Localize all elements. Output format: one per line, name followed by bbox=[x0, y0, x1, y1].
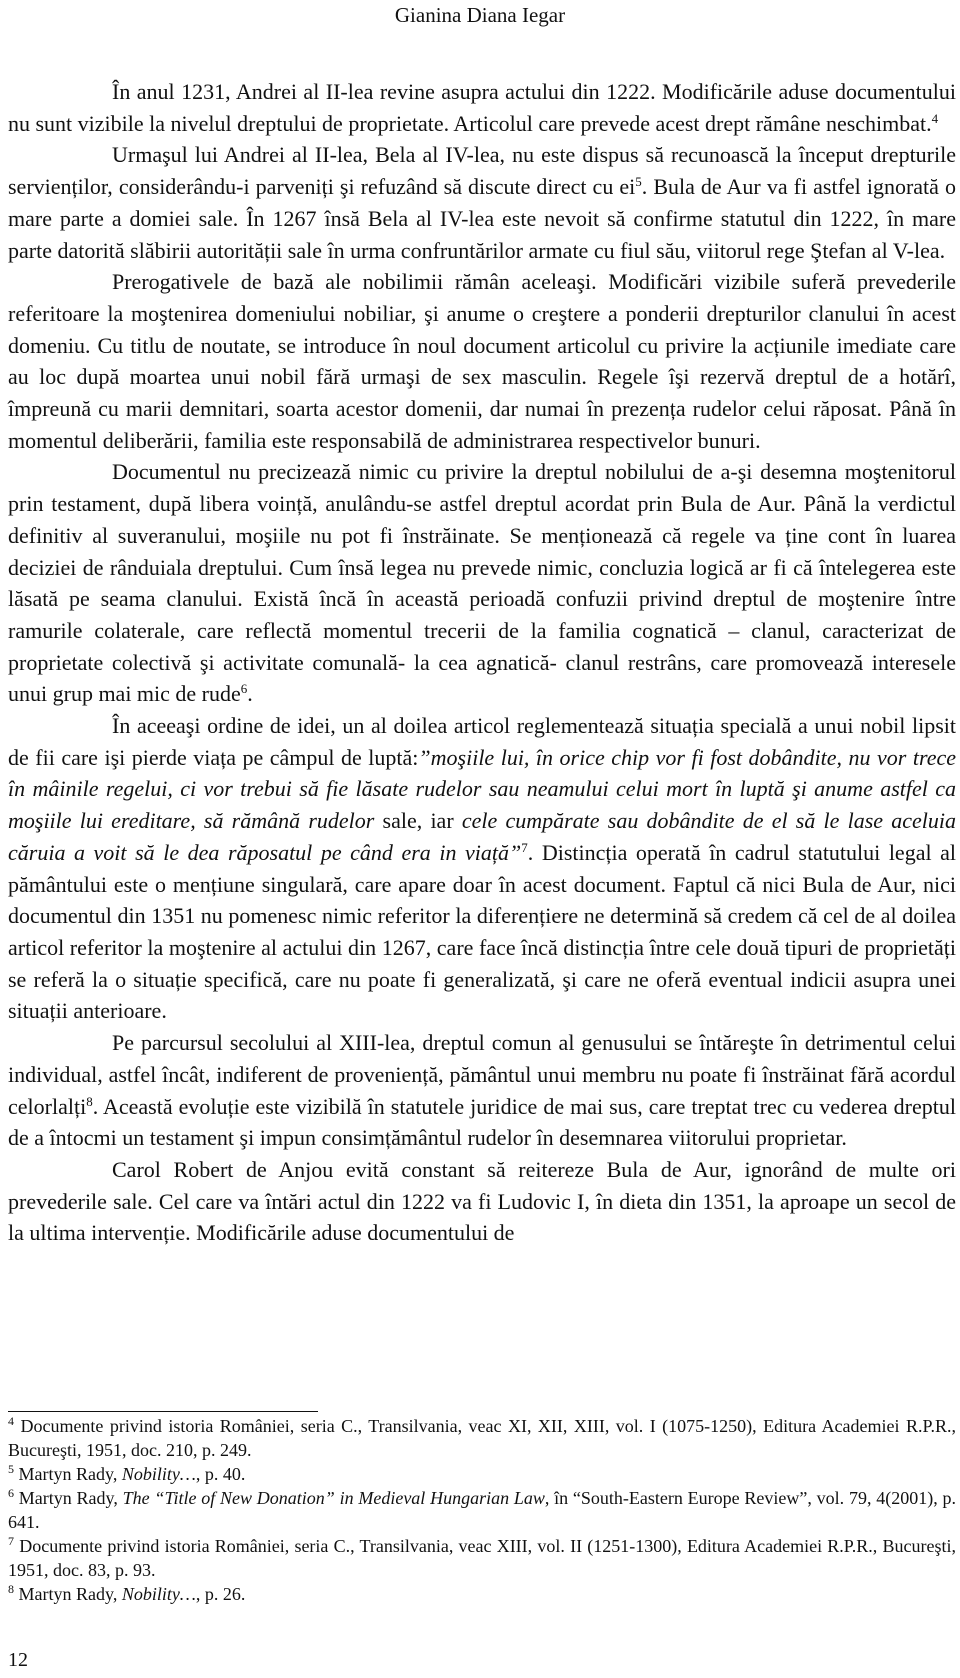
footnote-separator bbox=[8, 1411, 318, 1412]
footnotes bbox=[8, 1414, 956, 1606]
paragraph-text: sale, iar bbox=[382, 808, 454, 834]
footnote-text: Martyn Rady, bbox=[18, 1464, 122, 1484]
paragraph-text: În aceeaşi ordine de idei, un al doilea articol reglementează situația specială a unui nobil lipsit de fii care işi pierde viața pe câmpul de luptă: bbox=[8, 713, 956, 770]
paragraph-7 bbox=[8, 1154, 956, 1249]
quotation: ”moşiile lui, în orice chip vor fi fost dobândite, nu vor trece în mâinile regelui, ci vor trebui să fie lăsate rudelor sau neamului celui mort în luptă şi anume astfel ca moşiile lui ereditare, să rămână rudelor bbox=[8, 744, 956, 834]
footnote-7 bbox=[8, 1534, 956, 1582]
footnote-title: Nobility… bbox=[121, 1464, 196, 1484]
paragraph-text: Urmaşul lui Andrei al II-lea, Bela al IV-lea, nu este dispus să recunoască la început drepturile servienților, considerându-i parveniți şi refuzând să discute direct cu ei bbox=[8, 142, 956, 200]
footnote-number: 4 bbox=[8, 1414, 14, 1428]
footnote-ref-8: 8 bbox=[86, 1093, 93, 1109]
footnote-number: 8 bbox=[8, 1582, 14, 1596]
footnote-number: 6 bbox=[8, 1486, 14, 1500]
paragraph-text: Documentul nu precizează nimic cu privire la dreptul nobilului de a-şi desemna moştenitorul prin testament, după libera voință, anulându-se astfel dreptul acordat prin Bula de Aur. Până la verdictul definitiv al suveranului, moşiile nu pot fi înstrăinate. Se menționează că regele va ține cont în luarea deciziei de rânduiala dreptului. Cum însă legea nu prevede nimic, concluzia logică ar fi că întelegerea este lăsată pe seama clanului. Există încă în această perioadă confuzii privind dreptul de moştenire între ramurile colaterale, care reflectă momentul trecerii de la familia cognatică – clanul, caracterizat de proprietate colectivă şi activitate comunală- la cea agnatică- clanul restrâns, care promovează interesele unui grup mai mic de rude bbox=[8, 459, 956, 707]
footnote-text: Martyn Rady, bbox=[18, 1584, 122, 1604]
footnote-text: , p. 26. bbox=[195, 1584, 246, 1604]
paragraph-text: . Această evoluție este vizibilă în statutele juridice de mai sus, care treptat trec cu vederea dreptul de a întocmi un testament şi impun consimțământul rudelor în desemnarea viitorului proprietar. bbox=[8, 1093, 956, 1151]
paragraph-text: . bbox=[247, 681, 253, 707]
footnote-text: , în “South-Eastern Europe Review”, vol. 79, 4(2001), p. 641. bbox=[8, 1488, 956, 1532]
footnote-ref-4: 4 bbox=[931, 110, 939, 126]
paragraph-text: . Distincția operată în cadrul statutului legal al pământului este o mențiune singulară, care apare doar în acest document. Faptul că nici Bula de Aur, nici documentul din 1351 nu pomenesc nimic referitor la diferențiere ne determină să credem că cel de al doilea articol referitor la moştenire al actului din 1267, care face încă distincția între cele două tipuri de proprietăți se referă la o situație specifică, care nu poate fi generalizată, şi care ne oferă eventual indicii asupra unei situații anterioare. bbox=[8, 839, 957, 1024]
footnote-4 bbox=[8, 1414, 956, 1462]
page-number: 12 bbox=[8, 1649, 28, 1671]
footnote-8 bbox=[8, 1582, 956, 1606]
footnote-ref-5: 5 bbox=[635, 174, 642, 190]
footnote-6 bbox=[8, 1486, 956, 1534]
paragraph-4 bbox=[8, 456, 956, 710]
footnote-ref-7: 7 bbox=[521, 839, 528, 855]
footnote-title: The “Title of New Donation” in Medieval Hungarian Law bbox=[122, 1488, 545, 1508]
footnote-number: 5 bbox=[8, 1462, 14, 1476]
paragraph-text: Carol Robert de Anjou evită constant să reitereze Bula de Aur, ignorând de multe ori prevederile sale. Cel care va întări actul din 1222 va fi Ludovic I, în dieta din 1351, la aproape un secol de la ultima intervenție. Modificările aduse documentului de bbox=[8, 1156, 956, 1246]
footnote-text: Documente privind istoria României, seria C., Transilvania, veac XIII, vol. II (1251-1300), Editura Academiei R.P.R., Bucureşti, 1951, doc. 83, p. 93. bbox=[8, 1536, 956, 1580]
quotation: cele cumpărate sau dobândite de el să le lase aceluia căruia a voit să le dea răposatul pe când era in viață” bbox=[8, 808, 957, 865]
paragraph-text: . Bula de Aur va fi astfel ignorată o mare parte a domiei sale. În 1267 însă Bela al IV-lea este nevoit să confirme statutul din 1222, în mare parte datorită slăbirii autorității sale în urma confruntărilor armate cu fiul său, viitorul rege Ştefan al V-lea. bbox=[8, 174, 956, 263]
footnote-text: , p. 40. bbox=[195, 1464, 246, 1484]
footnote-ref-6: 6 bbox=[240, 681, 248, 697]
paragraph-5 bbox=[8, 710, 956, 1027]
footnote-number: 7 bbox=[8, 1534, 14, 1548]
footnote-title: Nobility… bbox=[121, 1584, 196, 1604]
paragraph-6 bbox=[8, 1027, 956, 1154]
paragraph-3 bbox=[8, 266, 956, 456]
main-text bbox=[8, 76, 956, 1249]
paragraph-2 bbox=[8, 139, 956, 266]
paragraph-1 bbox=[8, 76, 956, 139]
running-header bbox=[0, 2, 960, 28]
paragraph-text: Prerogativele de bază ale nobilimii rămân aceleaşi. Modificări vizibile suferă prevederile referitoare la moştenirea domeniului nobiliar, şi anume o creştere a ponderii drepturilor clanului în acest domeniu. Cu titlu de noutate, se introduce în noul document articolul cu privire la acțiunile imediate care au loc după moartea unui nobil fără urmaşi de sex masculin. Regele îşi rezervă dreptul de a hotărî, împreună cu marii demnitari, soarta acestor domenii, dar numai în prezența rudelor celui răposat. Până în momentul deliberării, familia este responsabilă de administrarea respectivelor bunuri. bbox=[8, 269, 956, 453]
paragraph-text: În anul 1231, Andrei al II-lea revine asupra actului din 1222. Modificările aduse documentului nu sunt vizibile la nivelul dreptului de proprietate. Articolul care prevede acest drept rămâne neschimbat. bbox=[8, 79, 956, 136]
footnote-text: Documente privind istoria României, seria C., Transilvania, veac XI, XII, XIII, vol. I (1075-1250), Editura Academiei R.P.R., Bucureşti, 1951, doc. 210, p. 249. bbox=[8, 1416, 956, 1460]
footnote-text: Martyn Rady, bbox=[18, 1488, 123, 1508]
footnote-5 bbox=[8, 1462, 956, 1486]
paragraph-text: Pe parcursul secolului al XIII-lea, dreptul comun al genusului se întăreşte în detrimentul celui individual, astfel încât, indiferent de proveniență, pământul unui membru nu poate fi înstrăinat fără acordul celorlalți bbox=[8, 1030, 956, 1119]
header-author: Gianina Diana Iegar bbox=[394, 3, 566, 27]
